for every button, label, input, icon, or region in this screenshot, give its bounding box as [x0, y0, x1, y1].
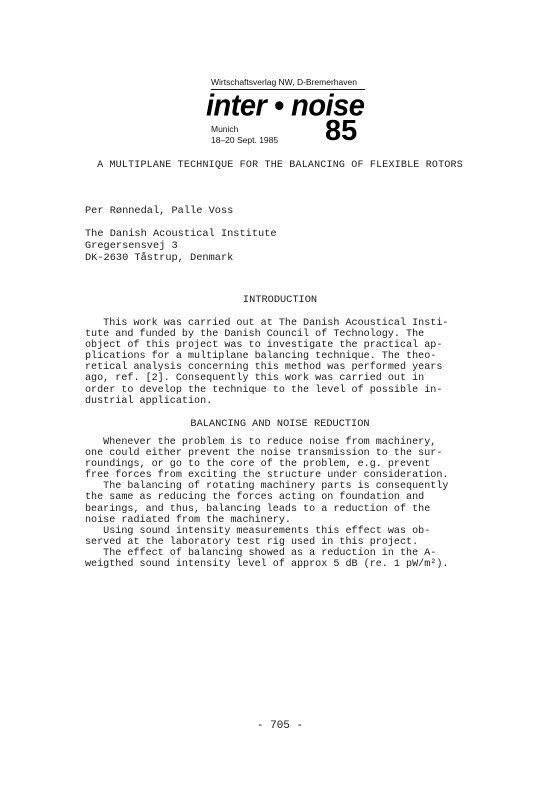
- affiliation-city: DK-2630 Tåstrup, Denmark: [85, 252, 234, 264]
- balancing-paragraph: Whenever the problem is to reduce noise from machinery, one could either prevent the noise transmission to the sur- roundings, or go to the core of the problem, e.g. prevent free forces from exciting the structure under consideration. The balancing of rotating machinery parts is consequently the same as reducing the forces acting on foundation and bearings, and thus, balancing leads to a reduction of the noise radiated from the machinery. Using sound intensity measurements this effect was ob- served at the laboratory test rig used in this project. The effect of balancing showed as a reduction in the A- weigthed sound intensity level of approx 5 dB (re. 1 pW/m²).: [85, 437, 449, 571]
- conference-dates: 18–20 Sept. 1985: [211, 135, 279, 145]
- conference-logo: inter • noise: [206, 89, 365, 123]
- publisher-line: Wirtschaftsverlag NW, D-Bremerhaven: [211, 77, 357, 87]
- page-number: - 705 -: [256, 720, 304, 732]
- affiliation-street: Gregersensvej 3: [85, 240, 178, 252]
- introduction-paragraph: This work was carried out at The Danish Acoustical Insti- tute and funded by the Danish Council of Technology. The object of this project was to investigate the practical ap- plications for a multiplane balancing technique. The theo- retical analysis concerning this method was performed years ago, ref. [2]. Consequently this work was carried out in order to develop the technique to the level of possible in- dustrial application.: [85, 318, 449, 407]
- paper-title: A MULTIPLANE TECHNIQUE FOR THE BALANCING OF FLEXIBLE ROTORS: [97, 160, 463, 171]
- conference-city: Munich: [211, 124, 239, 134]
- section-heading-balancing: BALANCING AND NOISE REDUCTION: [190, 418, 370, 430]
- authors: Per Rønnedal, Palle Voss: [85, 205, 234, 217]
- conference-year: 85: [325, 115, 358, 147]
- affiliation-institute: The Danish Acoustical Institute: [85, 228, 277, 240]
- section-heading-introduction: INTRODUCTION: [242, 294, 318, 306]
